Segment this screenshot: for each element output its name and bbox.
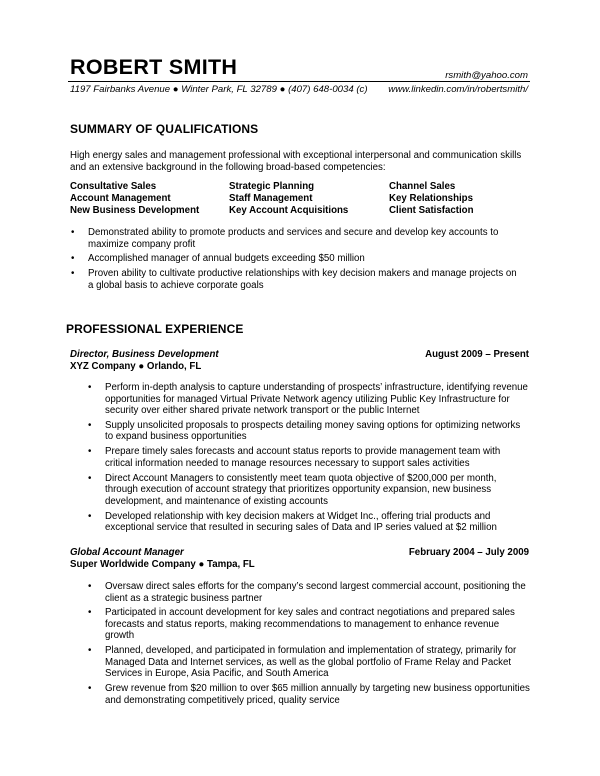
list-item: • Perform in-depth analysis to capture understanding of prospects’ infrastructure, identifying revenue opportunities for managed Virtual Private Network agency utilizing Public Key Infrastructure for security over either shared private network transport or the public Internet bbox=[88, 382, 528, 416]
bullet-marker: • bbox=[88, 446, 92, 458]
email-address: rsmith@yahoo.com bbox=[445, 70, 528, 81]
section-title-summary: SUMMARY OF QUALIFICATIONS bbox=[70, 122, 259, 136]
section-title-experience: PROFESSIONAL EXPERIENCE bbox=[66, 322, 244, 336]
candidate-name: ROBERT SMITH bbox=[70, 55, 238, 79]
bullet-marker: • bbox=[88, 683, 92, 695]
competency-item: Staff Management bbox=[229, 193, 313, 204]
job-dates: August 2009 – Present bbox=[425, 349, 529, 360]
list-item: • Grew revenue from $20 million to over $65 million annually by targeting new business opportunities and demonstrating competitively priced, quality service bbox=[88, 683, 530, 706]
job-title: Global Account Manager bbox=[70, 547, 184, 558]
competency-item: Channel Sales bbox=[389, 181, 456, 192]
competency-column-3 bbox=[389, 181, 474, 217]
header-divider bbox=[68, 81, 530, 82]
list-item: • Accomplished manager of annual budgets exceeding $50 million bbox=[71, 253, 365, 265]
competency-item: Client Satisfaction bbox=[389, 205, 474, 216]
job-bullets bbox=[88, 382, 530, 537]
competency-item: Account Management bbox=[70, 193, 171, 204]
bullet-marker: • bbox=[71, 268, 75, 280]
list-item: • Demonstrated ability to promote products and services and secure and develop key accounts to maximize company profit bbox=[71, 227, 499, 250]
list-item: • Supply unsolicited proposals to prospects detailing money saving options for optimizing networks to expand business opportunities bbox=[88, 419, 521, 443]
bullet-marker: • bbox=[88, 382, 92, 393]
bullet-marker: • bbox=[88, 419, 92, 431]
competency-column-2 bbox=[229, 181, 348, 217]
list-item: • Proven ability to cultivate productive relationships with key decision makers and manage projects on a global basis to achieve corporate goals bbox=[71, 268, 517, 291]
bullet-marker: • bbox=[88, 581, 92, 592]
bullet-marker: • bbox=[88, 645, 92, 657]
bullet-marker: • bbox=[88, 472, 92, 484]
competency-item: Key Relationships bbox=[389, 193, 473, 204]
linkedin-url: www.linkedin.com/in/robertsmith/ bbox=[388, 84, 528, 95]
list-item: • Oversaw direct sales efforts for the company’s second largest commercial account, positioning the client as a strategic business partner bbox=[88, 581, 526, 604]
list-item: • Planned, developed, and participated in formulation and implementation of strategy, primarily for Managed Data and Internet services, as well as the global portfolio of Frame Relay and Packet Services in Europe, Asia Pacific, and South America bbox=[88, 645, 517, 680]
summary-intro: High energy sales and management professional with exceptional interpersonal and communication skills and an extensive background in the following broad-based competencies: bbox=[70, 150, 522, 173]
list-item: • Participated in account development for key sales and contract negotiations and prepared sales forecasts and status reports, making recommendations to management to enhance revenue growth bbox=[88, 607, 515, 642]
competency-item: New Business Development bbox=[70, 205, 200, 216]
list-item: • Prepare timely sales forecasts and account status reports to provide management team with critical information needed to manage resources necessary to support sales activities bbox=[88, 446, 501, 469]
job-bullets bbox=[88, 581, 530, 710]
competency-item: Consultative Sales bbox=[70, 181, 157, 192]
bullet-marker: • bbox=[71, 227, 75, 238]
job-company: Super Worldwide Company ● Tampa, FL bbox=[70, 559, 255, 570]
competency-item: Strategic Planning bbox=[229, 181, 315, 192]
list-item: • Developed relationship with key decision makers at Widget Inc., offering trial products and exceptional service that resulted in securing sales of Data and IP series valued at $2 million bbox=[88, 510, 497, 534]
competency-item: Key Account Acquisitions bbox=[229, 205, 349, 216]
list-item: • Direct Account Managers to consistently meet team quota objective of $200,000 per month, through execution of account strategy that prioritizes opportunity expansion, new business development, and maintenance of existing accounts bbox=[88, 472, 497, 507]
job-dates: February 2004 – July 2009 bbox=[408, 547, 529, 558]
job-title: Director, Business Development bbox=[70, 349, 219, 360]
bullet-marker: • bbox=[88, 510, 92, 522]
summary-bullets bbox=[71, 227, 523, 295]
competency-column-1 bbox=[70, 181, 199, 217]
contact-address: 1197 Fairbanks Avenue ● Winter Park, FL 32789 ● (407) 648-0034 (c) bbox=[70, 84, 368, 95]
job-company: XYZ Company ● Orlando, FL bbox=[70, 361, 202, 372]
bullet-marker: • bbox=[71, 253, 75, 265]
bullet-marker: • bbox=[88, 607, 92, 619]
